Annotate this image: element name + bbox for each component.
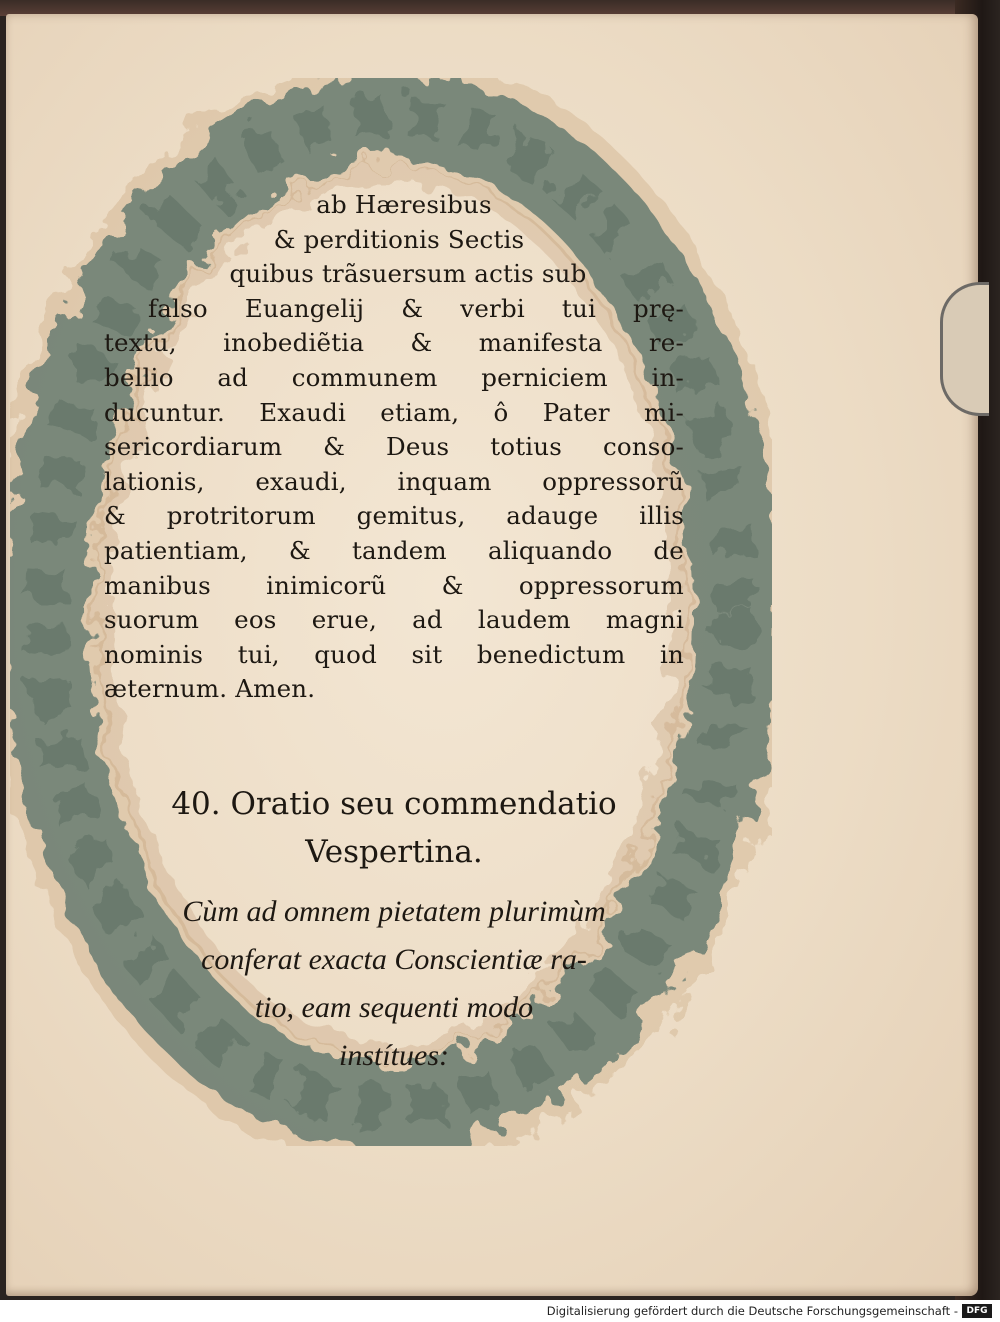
prayer-body	[104, 188, 684, 707]
digitization-footer	[0, 1300, 1000, 1322]
body-line: ducuntur. Exaudi etiam, ô Pater mi-	[104, 397, 684, 427]
rubric-line: Cùm ad omnem pietatem plurimùm	[182, 895, 606, 928]
body-line: æternum. Amen.	[104, 674, 316, 704]
heading-line: Vespertina.	[305, 834, 483, 870]
body-line: nominis tui, quod sit benedictum in	[104, 639, 684, 669]
clasp-ring	[940, 282, 989, 416]
body-line: quibus trãsuersum actis sub	[229, 259, 587, 289]
body-line: & protritorum gemitus, adauge illis	[104, 501, 684, 531]
body-line: bellio ad communem perniciem in-	[104, 362, 684, 392]
section-heading	[104, 780, 684, 876]
body-line: ab Hæresibus	[316, 190, 492, 219]
heading-line: 40. Oratio seu commendatio	[171, 786, 617, 822]
body-line: sericordiarum & Deus totius conso-	[104, 432, 684, 462]
body-line: patientiam, & tandem aliquando de	[104, 535, 684, 565]
body-line: manibus inimicorũ & oppressorum	[104, 570, 684, 600]
dfg-logo: DFG	[962, 1304, 992, 1318]
body-line: & perditionis Sectis	[273, 224, 525, 254]
rubric-line: conferat exacta Conscientiæ ra-	[201, 943, 587, 976]
body-line: lationis, exaudi, inquam oppressorũ	[104, 466, 684, 496]
body-line: textu, inobediẽtia & manifesta re-	[104, 328, 684, 358]
rubric-line: tio, eam sequenti modo	[254, 991, 534, 1024]
body-line: suorum eos erue, ad laudem magni	[104, 605, 684, 635]
italic-rubric	[104, 888, 684, 1080]
funding-credit: Digitalisierung gefördert durch die Deutsche Forschungsgemeinschaft -	[546, 1304, 958, 1318]
body-line: falso Euangelij & verbi tui prę-	[148, 293, 684, 323]
rubric-line: instítues:	[339, 1039, 449, 1072]
